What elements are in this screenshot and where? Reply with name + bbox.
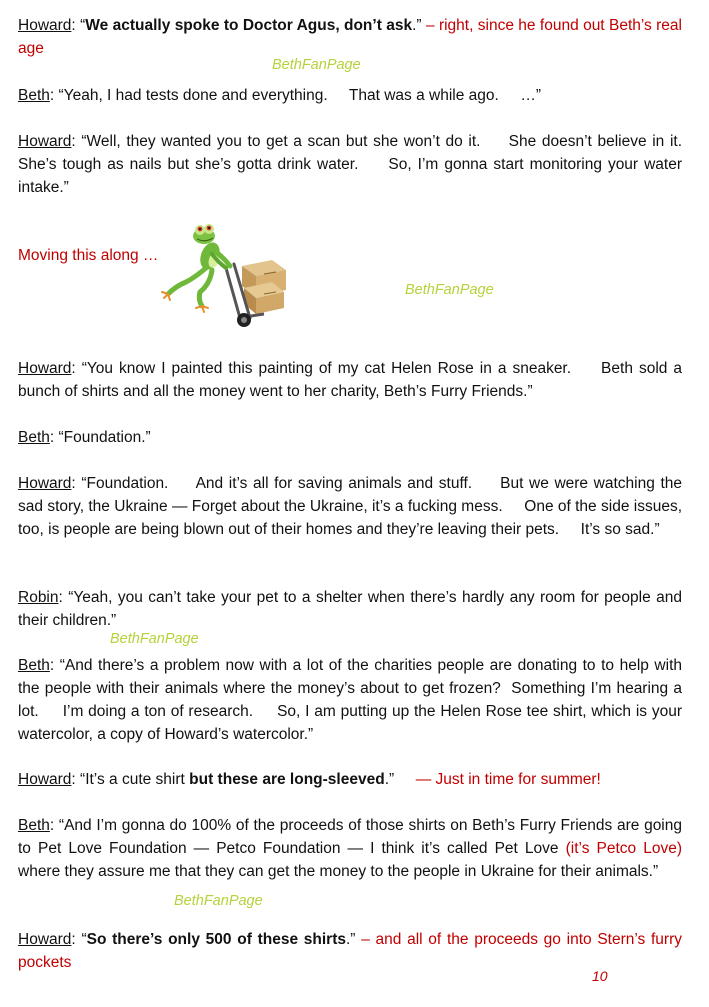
- speaker-label: Howard: [18, 360, 72, 377]
- dialogue-text: : “And I’m gonna do 100% of the proceeds of those shirts on Beth’s Furry Friends are going to Pet Love Foundation — Petco Foundation — I think it’s called Pet Love: [18, 817, 682, 857]
- paragraph-11: [18, 928, 682, 974]
- paragraph-3: [18, 130, 704, 199]
- paragraph-7: [18, 586, 682, 632]
- page-number: 10: [592, 968, 608, 984]
- dialogue-text: : “: [71, 17, 86, 34]
- dialogue-text: : “Foundation. And it’s all for saving animals and stuff. But we were watching the sad story, the Ukraine — Forget about the Ukraine, it’s a fucking mess. One of the side issues, too, is people are being blown out of their homes and they’re leaving their pets. It’s so sad.”: [18, 475, 687, 538]
- watermark: BethFanPage: [174, 893, 263, 909]
- speaker-label: Howard: [18, 771, 72, 788]
- dialogue-text: .”: [412, 17, 426, 34]
- speaker-label: Beth: [18, 817, 50, 834]
- dialogue-text: : “: [71, 931, 87, 948]
- speaker-label: Beth: [18, 87, 50, 104]
- dialogue-text: : “You know I painted this painting of my cat Helen Rose in a sneaker. Beth sold a bunch of shirts and all the money went to her charity, Beth’s Furry Friends.”: [18, 360, 687, 400]
- frog-figure: [162, 224, 230, 312]
- speaker-label: Howard: [18, 475, 72, 492]
- dialogue-text: where they assure me that they can get the money to the people in Ukraine for their animals.”: [18, 863, 659, 880]
- speaker-label: Howard: [18, 133, 72, 150]
- watermark: BethFanPage: [110, 631, 199, 647]
- bold-text: We actually spoke to Doctor Agus, don’t ask: [85, 17, 413, 34]
- bold-text: So there’s only 500 of these shirts: [86, 931, 346, 948]
- speaker-label: Robin: [18, 589, 59, 606]
- speaker-label: Howard: [18, 931, 72, 948]
- watermark: BethFanPage: [272, 57, 361, 73]
- cardboard-boxes: [242, 260, 286, 314]
- paragraph-9: [18, 768, 682, 791]
- dialogue-text: : “It’s a cute shirt: [71, 771, 190, 788]
- commentary-text: (it’s Petco Love): [565, 840, 682, 857]
- dialogue-text: .”: [346, 931, 362, 948]
- dialogue-text: : “Well, they wanted you to get a scan but she won’t do it. She doesn’t believe in it. She’s tough as nails but she’s gotta drink water. So, I’m gonna start monitoring your water intake.”: [18, 133, 704, 196]
- paragraph-10: [18, 814, 682, 883]
- dialogue-text: : “And there’s a problem now with a lot of the charities people are donating to to help with the people with their animals where the money’s about to get frozen? Something I’m hearing a lot. I’m doing a ton of research. So, I am putting up the Helen Rose tee shirt, which is your watercolor, a copy of Howard’s watercolor.”: [18, 657, 687, 743]
- dialogue-text: : “Yeah, I had tests done and everything. That was a while ago. …”: [49, 87, 542, 104]
- frog-pushing-hand-truck-icon: [160, 222, 295, 330]
- speaker-label: Beth: [18, 429, 50, 446]
- dialogue-text: : “Yeah, you can’t take your pet to a shelter when there’s hardly any room for people and their children.”: [18, 589, 682, 629]
- paragraph-1: [18, 14, 682, 60]
- paragraph-8: [18, 654, 687, 746]
- commentary-text: – and all of the proceeds go into Stern’s furry pockets: [18, 931, 683, 971]
- paragraph-6: [18, 472, 687, 541]
- commentary-text: — Just in time for summer!: [415, 771, 601, 788]
- bold-text: but these are long-sleeved: [189, 771, 385, 788]
- dialogue-text: .”: [384, 771, 416, 788]
- dialogue-text: : “Foundation.”: [49, 429, 151, 446]
- paragraph-2: [18, 84, 682, 107]
- section-note: Moving this along …: [18, 247, 159, 264]
- speaker-label: Beth: [18, 657, 50, 674]
- watermark: BethFanPage: [405, 282, 494, 298]
- paragraph-5: [18, 426, 682, 449]
- paragraph-4: [18, 357, 687, 403]
- speaker-label: Howard: [18, 17, 72, 34]
- commentary-text: – right, since he found out Beth’s real age: [18, 17, 682, 57]
